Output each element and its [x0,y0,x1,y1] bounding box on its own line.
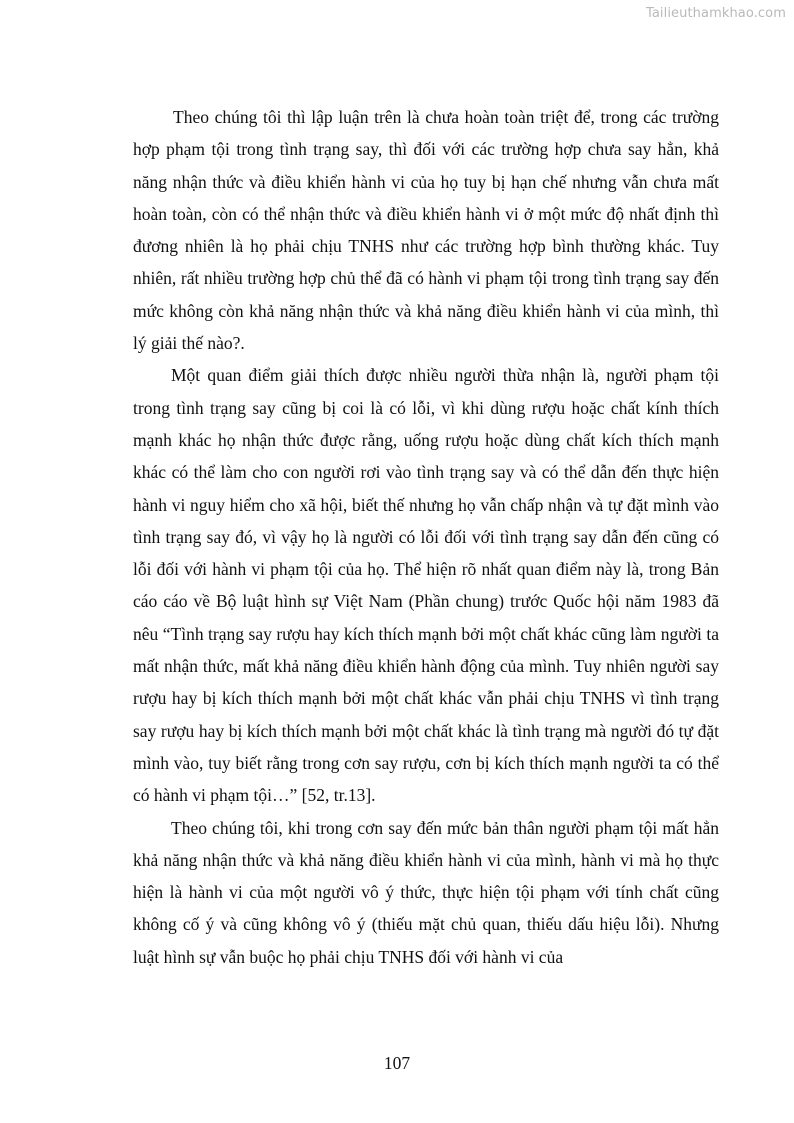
paragraph-3: Theo chúng tôi, khi trong cơn say đến mức bản thân người phạm tội mất hẳn khả năng nhận thức và khả năng điều khiển hành vi của mình, hành vi mà họ thực hiện là hành vi của một người vô ý thức, thực hiện tội phạm với tính chất cũng không cố ý và cũng không vô ý (thiếu mặt chủ quan, thiếu dấu hiệu lỗi). Nhưng luật hình sự vẫn buộc họ phải chịu TNHS đối với hành vi của [133,817,719,967]
paragraph-2: Một quan điểm giải thích được nhiều người thừa nhận là, người phạm tội trong tình trạng say cũng bị coi là có lỗi, vì khi dùng rượu hoặc chất kính thích mạnh khác họ nhận thức được rằng, uống rượu hoặc dùng chất kích thích mạnh khác có thể làm cho con người rơi vào tình trạng say và có thể dẫn đến thực hiện hành vi nguy hiểm cho xã hội, biết thế nhưng họ vẫn chấp nhận và tự đặt mình vào tình trạng say đó, vì vậy họ là người có lỗi đối với tình trạng say dẫn đến cũng có lỗi đối với hành vi phạm tội của họ. Thể hiện rõ nhất quan điểm này là, trong Bản cáo cáo về Bộ luật hình sự Việt Nam (Phần chung) trước Quốc hội năm 1983 đã nêu “Tình trạng say rượu hay kích thích mạnh bởi một chất khác cũng làm người ta mất nhận thức, mất khả năng điều khiển hành động của mình. Tuy nhiên người say rượu hay bị kích thích mạnh bởi một chất khác vẫn phải chịu TNHS vì tình trạng say rượu hay bị kích thích mạnh bởi một chất khác là tình trạng mà người đó tự đặt mình vào, tuy biết rằng trong cơn say rượu, cơn bị kích thích mạnh người ta có thể có hành vi phạm tội…” [52, tr.13]. [133,365,719,806]
paragraph-1: Theo chúng tôi thì lập luận trên là chưa hoàn toàn triệt để, trong các trường hợp phạm tội trong tình trạng say, thì đối với các trường hợp chưa say hẳn, khả năng nhận thức và điều khiển hành vi của họ tuy bị hạn chế nhưng vẫn chưa mất hoàn toàn, còn có thể nhận thức và điều khiển hành vi ở một mức độ nhất định thì đương nhiên là họ phải chịu TNHS như các trường hợp bình thường khác. Tuy nhiên, rất nhiều trường hợp chủ thể đã có hành vi phạm tội trong tình trạng say đến mức không còn khả năng nhận thức và khả năng điều khiển hành vi của mình, thì lý giải thế nào?. [133,107,719,354]
document-body [133,101,719,973]
page-number: 107 [383,1053,411,1073]
watermark-text: Tailieuthamkhao.com [645,6,786,21]
